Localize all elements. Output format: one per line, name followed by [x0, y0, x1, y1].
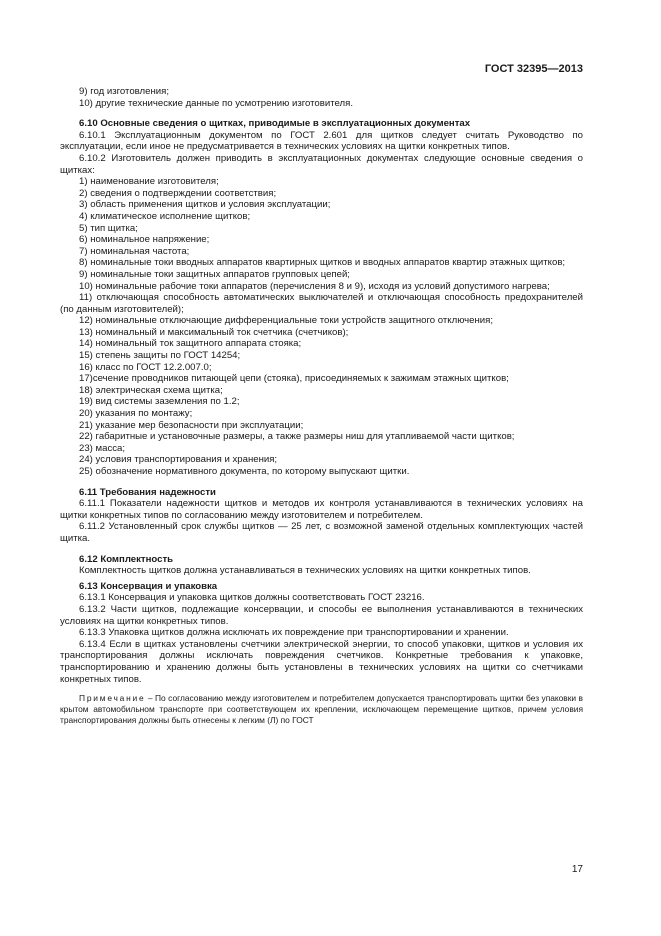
paragraph: 4) климатическое исполнение щитков; — [79, 210, 251, 222]
paragraph: 1) наименование изготовителя; — [79, 176, 219, 188]
paragraph: 19) вид системы заземления по 1.2; — [79, 396, 240, 408]
paragraph: 7) номинальная частота; — [79, 245, 190, 257]
section-heading: 6.12 Комплектность — [79, 553, 174, 565]
note-text: – По согласованию между изготовителем и потребителем допускается транспортировать щитки без упаковки в крытом автомобильном транспорте при соответствующем их креплении, исключающем перемещение щитков, причем условия транспортирования должны быть отнесены к легким (Л) по ГОСТ — [60, 693, 583, 726]
paragraph: 6.13.1 Консервация и упаковка щитков должны соответствовать ГОСТ 23216. — [79, 592, 425, 604]
paragraph: 14) номинальный ток защитного аппарата стояка; — [79, 338, 302, 350]
paragraph: 3) область применения щитков и условия эксплуатации; — [79, 199, 331, 211]
paragraph: 11) отключающая способность автоматических выключателей и отключающая способность предохранителей (по данным изготовителей); — [60, 292, 583, 315]
document-code: ГОСТ 32395—2013 — [484, 63, 583, 75]
paragraph: 24) условия транспортирования и хранения; — [79, 454, 278, 466]
paragraph: 15) степень защиты по ГОСТ 14254; — [79, 350, 241, 362]
paragraph: 9) год изготовления; — [79, 86, 169, 97]
paragraph: 2) сведения о подтверждении соответствия; — [79, 187, 277, 199]
section-heading: 6.11 Требования надежности — [79, 486, 216, 498]
paragraph: 10) номинальные рабочие токи аппаратов (перечисления 8 и 9), исходя из условий допустимого нагрева; — [79, 280, 550, 292]
page-number: 17 — [571, 864, 583, 875]
paragraph: 6.13.2 Части щитков, подлежащие консервации, и способы ее выполнения устанавливаются в технических условиях на щитки конкретных типов. — [60, 603, 583, 627]
paragraph: 22) габаритные и установочные размеры, а также размеры ниш для утапливаемой части щитков; — [79, 431, 515, 443]
section-heading: 6.10 Основные сведения о щитках, приводимые в эксплуатационных документах — [79, 118, 471, 130]
paragraph: 21) указание мер безопасности при эксплуатации; — [79, 419, 304, 431]
paragraph: 6.10.1 Эксплуатационным документом по ГОСТ 2.601 для щитков следует считать Руководство по эксплуатации, если иное не предусматривается в технических условиях на щитки конкретных типов. — [60, 129, 583, 153]
paragraph: 18) электрическая схема щитка; — [79, 384, 223, 396]
paragraph: 12) номинальные отключающие дифференциальные токи устройств защитного отключения; — [79, 315, 494, 327]
paragraph: 6.13.3 Упаковка щитков должна исключать их повреждение при транспортировании и хранении. — [79, 627, 509, 639]
paragraph: 16) класс по ГОСТ 12.2.007.0; — [79, 361, 212, 373]
paragraph: 6.13.4 Если в щитках установлены счетчики электрической энергии, то способ упаковки, щитков и условия их транспортирования должны исключать повреждения счетчиков. Конкретные требования к упаковке, транспортированию и хранению должны быть установлены в технических условиях на щитки со счетчиками конкретных типов. — [60, 638, 583, 685]
note-paragraph — [60, 693, 583, 726]
paragraph: 6.11.1 Показатели надежности щитков и методов их контроля устанавливаются в технических условиях на щитки конкретных типов по согласованию между изготовителем и потребителем. — [60, 498, 583, 521]
paragraph: 17)сечение проводников питающей цепи (стояка), присоединяемых к зажимам этажных щитков; — [79, 373, 509, 385]
section-heading: 6.13 Консервация и упаковка — [79, 580, 218, 592]
paragraph: 6) номинальное напряжение; — [79, 234, 210, 246]
paragraph: 13) номинальный и максимальный ток счетчика (счетчиков); — [79, 326, 349, 338]
paragraph: 23) масса; — [79, 442, 126, 454]
paragraph: Комплектность щитков должна устанавливаться в технических условиях на щитки конкретных типов. — [79, 565, 531, 577]
note-lead: Примечание — [79, 693, 146, 704]
paragraph: 9) номинальные токи защитных аппаратов групповых цепей; — [79, 268, 350, 280]
paragraph: 5) тип щитка; — [79, 222, 138, 234]
paragraph: 25) обозначение нормативного документа, по которому выпускают щитки. — [79, 466, 410, 477]
paragraph: 6.10.2 Изготовитель должен приводить в эксплуатационных документах следующие основные сведения о щитках: — [60, 152, 583, 176]
paragraph: 6.11.2 Установленный срок службы щитков — 25 лет, с возможной заменой отдельных комплектующих частей щитка. — [60, 521, 583, 544]
paragraph: 10) другие технические данные по усмотрению изготовителя. — [79, 97, 353, 109]
paragraph: 20) указания по монтажу; — [79, 408, 193, 420]
paragraph: 8) номинальные токи вводных аппаратов квартирных щитков и вводных аппаратов квартир этажных щитков; — [79, 257, 566, 269]
document-body — [60, 86, 583, 726]
